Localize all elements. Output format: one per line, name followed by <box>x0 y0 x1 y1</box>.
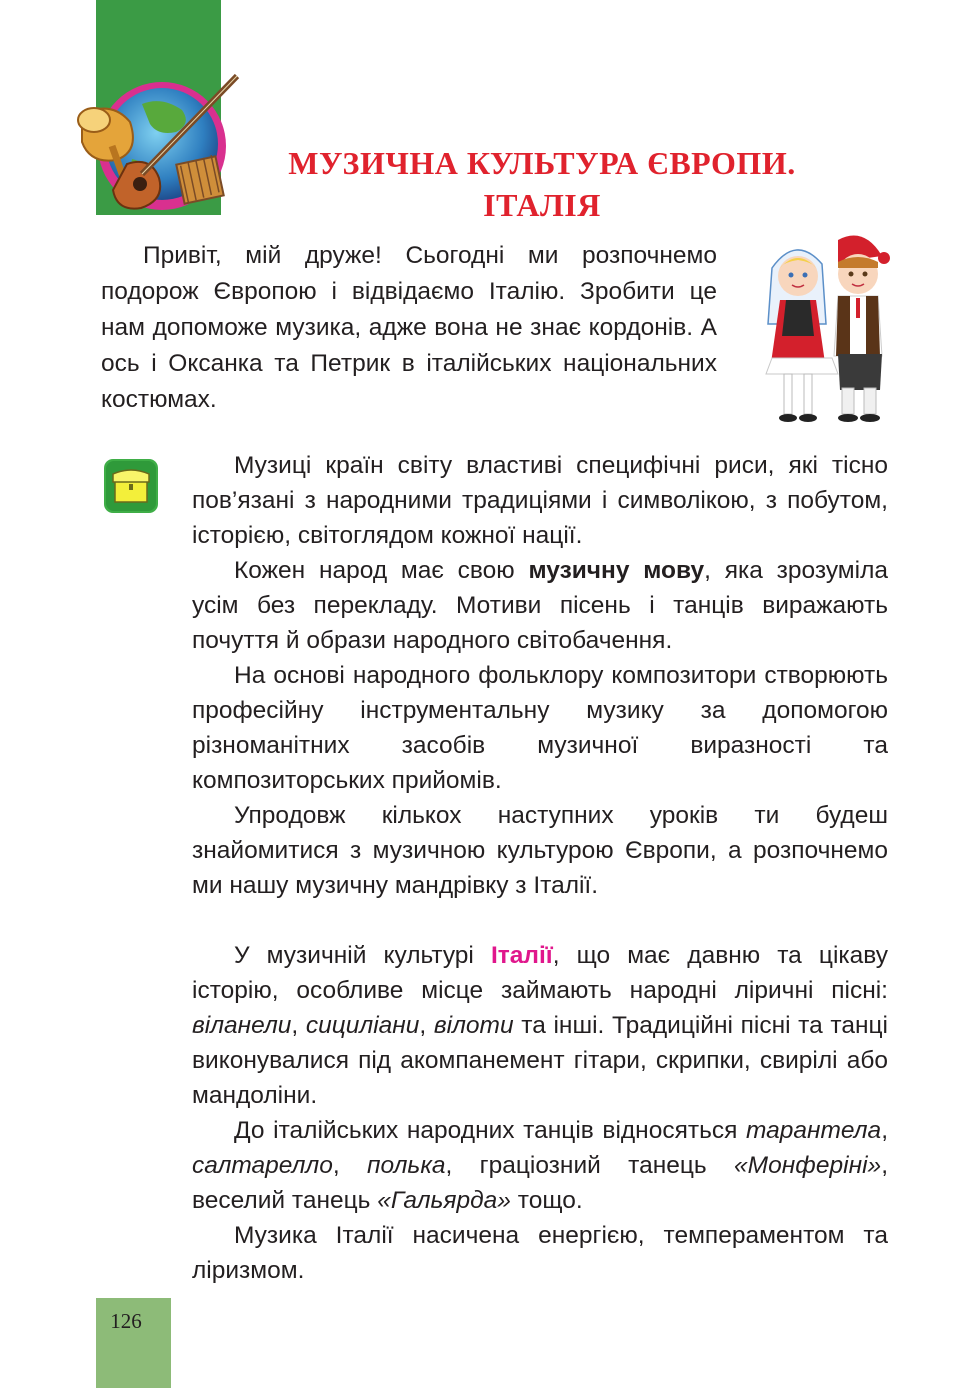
p5-text-mid: , що має давню та цікаву історію, особливе місце займають народні ліричні пісні: <box>192 942 888 1004</box>
p2-text-start: Кожен народ має свою <box>234 557 529 584</box>
page-number: 126 <box>110 1309 142 1333</box>
title-line-1: МУЗИЧНА КУЛЬТУРА ЄВРОПИ. <box>288 145 796 181</box>
term-tarantella: тарантела <box>746 1117 882 1144</box>
intro-paragraph <box>101 238 717 418</box>
term-saltarello: салтарелло <box>192 1152 333 1179</box>
p5-text-end: та інші. Традиційні пісні та танці виконувалися під акомпанемент гітари, скрипки, свирілі або мандоліни. <box>192 1012 888 1109</box>
children-in-italian-costumes-illustration <box>758 228 892 428</box>
term-polka: полька <box>367 1152 446 1179</box>
p2-text-end: , яка зрозуміла усім без перекладу. Мотиви пісень і танців виражають почуття й образи народного світобачення. <box>192 557 888 654</box>
term-musical-language: музичну мову <box>528 557 705 584</box>
paragraph-1: Музиці країн світу властиві специфічні риси, які тісно пов’язані з народними традиціями і символікою, з побутом, історією, світоглядом кожної нації. <box>192 452 888 549</box>
paragraph-7: Музика Італії насичена енергією, темпераментом та ліризмом. <box>192 1222 888 1284</box>
p6-text-mid-2: , веселий танець <box>192 1152 888 1214</box>
paragraph-2 <box>192 553 888 658</box>
p6-text-end: тощо. <box>510 1187 583 1214</box>
term-villotta: вілоти <box>433 1012 514 1039</box>
paragraph-4: Упродовж кількох наступних уроків ти будеш знайомитися з музичною культурою Європи, а розпочнемо ми нашу музичну мандрівку з Італії. <box>192 802 888 899</box>
p6-sep-2: , <box>332 1152 368 1179</box>
paragraph-5 <box>192 938 888 1113</box>
p6-text-mid: , граціозний танець <box>445 1152 735 1179</box>
paragraph-3: На основі народного фольклору композитори створюють професійну інструментальну музику за допомогою різноманітних засобів музичної виразності та композиторських прийомів. <box>192 662 888 794</box>
p6-sep-1: , <box>881 1117 888 1144</box>
title-line-2: ІТАЛІЯ <box>483 187 601 223</box>
p5-sep-2: , <box>419 1012 434 1039</box>
intro-text: Привіт, мій друже! Сьогодні ми розпочнемо подорож Європою і відвідаємо Італію. Зробити це нам допоможе музика, адже вона не знає кордонів. А ось і Оксанка та Петрик в італійських національних костюмах. <box>101 242 717 413</box>
term-siciliana: сициліани <box>305 1012 420 1039</box>
paragraph-6 <box>192 1113 888 1218</box>
highlight-italy: Італії <box>490 942 553 969</box>
p5-sep-1: , <box>291 1012 306 1039</box>
music-instruments-globe-icon <box>72 64 247 224</box>
term-villanelle: віланели <box>192 1012 292 1039</box>
term-monferrina: «Монферіні» <box>734 1152 882 1179</box>
treasure-chest-icon <box>103 458 159 514</box>
main-text <box>192 448 888 1288</box>
p6-text-start: До італійських народних танців відносяться <box>234 1117 747 1144</box>
page-title <box>222 142 862 226</box>
p5-text-start: У музичній культурі <box>234 942 491 969</box>
term-galliard: «Гальярда» <box>377 1187 511 1214</box>
